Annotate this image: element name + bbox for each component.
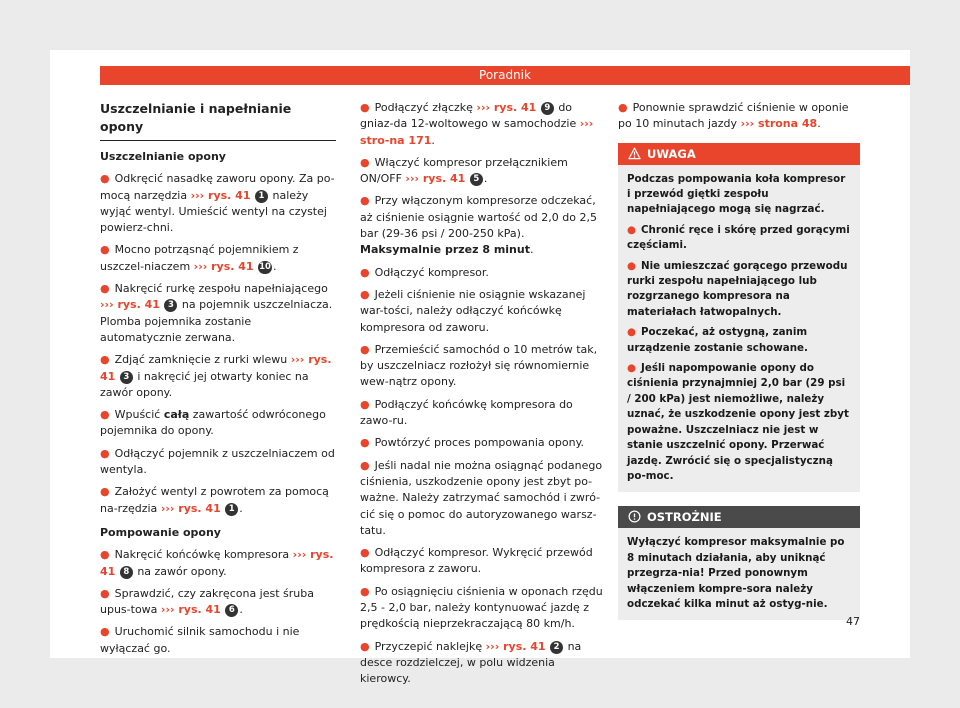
step-item: ● Uruchomić silnik samochodu i nie wyłączać go.	[100, 625, 300, 655]
page-link[interactable]: ››› stro-na 171	[360, 117, 594, 147]
step-item: ● Przemieścić samochód o 10 metrów tak, by uszczelniacz rozłożył się równomiernie wew-nątrz opony.	[360, 342, 598, 389]
step-item: ● Założyć wentyl z powrotem za pomocą na-rzędzia ››› rys. 41 1 .	[100, 485, 329, 515]
step-item: ● Jeśli nadal nie można osiągnąć podanego ciśnienia, uszkodzenie opony jest zbyt po-ważne. Należy zatrzymać samochód i zwró-cić się o pomoc do autoryzowanego warsz-tatu.	[360, 458, 603, 537]
caution-box	[618, 506, 860, 620]
step-item: ● Nakręcić rurkę zespołu napełniającego ››› rys. 41 3 na pojemnik uszczelniacza. Plomba pojemnika zostanie automatycznie zerwana.	[100, 282, 333, 344]
step-item: ● Przy włączonym kompresorze odczekać, aż ciśnienie osiągnie wartość od 2,0 do 2,5 bar (29-36 psi / 200-250 kPa). Maksymalnie przez 8 minut.	[360, 194, 597, 257]
title-underline	[100, 140, 336, 141]
bullet: ●	[627, 223, 636, 236]
column-2	[360, 100, 604, 694]
column-3	[618, 100, 860, 620]
callout-number: 1	[225, 503, 238, 516]
bullet: ●	[360, 155, 370, 169]
subtitle-inflation: Pompowanie opony	[100, 525, 221, 539]
step-item: ● Mocno potrząsnąć pojemnikiem z uszczel-niaczem ››› rys. 41 10 .	[100, 243, 299, 273]
info-circle-icon	[628, 510, 641, 523]
figure-link[interactable]: ››› rys. 41	[160, 603, 221, 617]
warning-intro: Podczas pompowania koła kompresor i przewód giętki zespołu napełniającego mogą się nagrzać.	[627, 172, 846, 216]
bullet: ●	[100, 446, 110, 460]
warning-title: UWAGA	[647, 146, 696, 161]
step-item: ● Jeżeli ciśnienie nie osiągnie wskazanej war-tości, należy odłączyć końcówkę kompresora od zaworu.	[360, 287, 586, 334]
bullet: ●	[100, 172, 110, 186]
manual-page	[50, 50, 910, 686]
step-item: ● Przyczepić naklejkę ››› rys. 41 2 na desce rozdzielczej, w polu widzenia kierowcy.	[360, 639, 582, 686]
callout-number: 1	[255, 190, 268, 203]
step-item: ● Odkręcić nasadkę zaworu opony. Za po-mocą narzędzia ››› rys. 41 1 należy wyjąć wentyl. Umieścić wentyl na czystej powierz-chni.	[100, 172, 335, 235]
step-item: ● Odłączyć kompresor. Wykręcić przewód kompresora z zaworu.	[360, 546, 593, 576]
bullet: ●	[360, 639, 370, 653]
warning-item: ● Chronić ręce i skórę przed gorącymi częściami.	[627, 223, 850, 252]
bullet: ●	[100, 586, 110, 600]
step-item: ● Ponownie sprawdzić ciśnienie w oponie po 10 minutach jazdy ››› strona 48.	[618, 101, 849, 131]
bullet: ●	[627, 326, 636, 339]
bullet: ●	[100, 282, 110, 296]
bullet: ●	[100, 548, 110, 562]
bullet: ●	[618, 101, 628, 114]
caution-text: Wyłączyć kompresor maksymalnie po 8 minutach działania, aby uniknąć przegrza-nia! Przed ponownym włączeniem kompre-sora należy odczekać kilka minut aż ostyg-nie.	[627, 536, 845, 610]
bullet: ●	[360, 584, 370, 598]
caution-body	[618, 528, 860, 620]
step-item: ● Wpuścić całą zawartość odwróconego pojemnika do opony.	[100, 408, 326, 438]
bullet: ●	[100, 408, 110, 422]
figure-link[interactable]: ››› rys. 41	[100, 548, 334, 578]
caution-title: OSTROŻNIE	[647, 510, 722, 525]
step-item: ● Nakręcić końcówkę kompresora ››› rys. 41 8 na zawór opony.	[100, 548, 334, 578]
figure-link[interactable]: ››› rys. 41	[405, 172, 466, 186]
bullet: ●	[100, 625, 110, 639]
callout-number: 10	[259, 261, 271, 272]
bullet: ●	[360, 546, 370, 560]
figure-link[interactable]: ››› rys. 41	[476, 101, 537, 114]
warning-box	[618, 143, 860, 493]
step-item: ● Podłączyć końcówkę kompresora do zawo-ru.	[360, 397, 573, 428]
callout-number: 6	[225, 604, 238, 617]
warning-triangle-icon	[628, 147, 641, 160]
bullet: ●	[360, 194, 370, 208]
bullet: ●	[360, 436, 370, 450]
callout-number: 3	[164, 299, 177, 312]
figure-link[interactable]: ››› rys. 41	[160, 501, 221, 515]
warning-header	[618, 143, 860, 165]
warning-body	[618, 165, 860, 493]
step-item: ● Odłączyć kompresor.	[360, 265, 489, 279]
figure-link[interactable]: ››› rys. 41	[100, 353, 332, 383]
column-1	[100, 100, 336, 663]
step-item: ● Po osiągnięciu ciśnienia w oponach rzędu 2,5 - 2,0 bar, należy kontynuować jazdę z prędkością nieprzekraczającą 80 km/h.	[360, 584, 603, 631]
warning-item: ● Nie umieszczać gorącego przewodu rurki zespołu napełniającego lub rozgrzanego kompresora na materiałach łatwopalnych.	[627, 259, 848, 318]
bullet: ●	[360, 101, 370, 114]
step-item: ● Sprawdzić, czy zakręcona jest śruba upus-towa ››› rys. 41 6 .	[100, 586, 314, 617]
bullet: ●	[100, 243, 110, 257]
subtitle-sealing: Uszczelnianie opony	[100, 150, 226, 163]
caution-header	[618, 506, 860, 528]
callout-number: 5	[470, 173, 483, 186]
bullet: ●	[627, 362, 636, 375]
callout-number: 3	[120, 371, 133, 384]
figure-link[interactable]: ››› rys. 41	[190, 188, 251, 202]
step-item: ● Powtórzyć proces pompowania opony.	[360, 436, 585, 450]
step-item: ● Podłączyć złączkę ››› rys. 41 9 do gniaz-da 12-woltowego w samochodzie ››› stro-na 171.	[360, 101, 594, 147]
step-item: ● Odłączyć pojemnik z uszczelniaczem od wentyla.	[100, 446, 335, 477]
figure-link[interactable]: ››› rys. 41	[485, 639, 546, 653]
bullet: ●	[360, 458, 370, 472]
page-number: 47	[846, 615, 860, 628]
callout-number: 2	[550, 641, 563, 654]
bullet: ●	[360, 397, 370, 411]
figure-link[interactable]: ››› rys. 41	[100, 298, 160, 312]
bullet: ●	[100, 485, 110, 499]
warning-item: ● Poczekać, aż ostygną, zanim urządzenie zostanie schowane.	[627, 326, 808, 354]
page-link[interactable]: ››› strona 48	[740, 117, 818, 131]
section-title: Uszczelnianie i napełnianie opony	[100, 101, 292, 134]
callout-number: 9	[541, 102, 554, 115]
bullet: ●	[360, 342, 370, 356]
figure-link[interactable]: ››› rys. 41	[193, 259, 254, 273]
callout-number: 8	[120, 566, 133, 579]
step-item: ● Zdjąć zamknięcie z rurki wlewu ››› rys. 41 3 i nakręcić jej otwarty koniec na zawór opony.	[100, 353, 332, 399]
bullet: ●	[627, 259, 636, 272]
bullet: ●	[360, 265, 370, 279]
page-header: Poradnik	[100, 66, 910, 85]
bullet: ●	[360, 287, 370, 301]
step-item: ● Włączyć kompresor przełącznikiem ON/OFF ››› rys. 41 5 .	[360, 155, 568, 186]
warning-item: ● Jeśli napompowanie opony do ciśnienia przynajmniej 2,0 bar (29 psi / 200 kPa) jest niemożliwe, należy uznać, że uszkodzenie opony jest zbyt poważne. Uszczelniacz nie jest w stanie uszczelnić opony. Przerwać jazdę. Zwrócić się o specjalistyczną po-moc.	[627, 362, 849, 482]
bullet: ●	[100, 353, 110, 367]
